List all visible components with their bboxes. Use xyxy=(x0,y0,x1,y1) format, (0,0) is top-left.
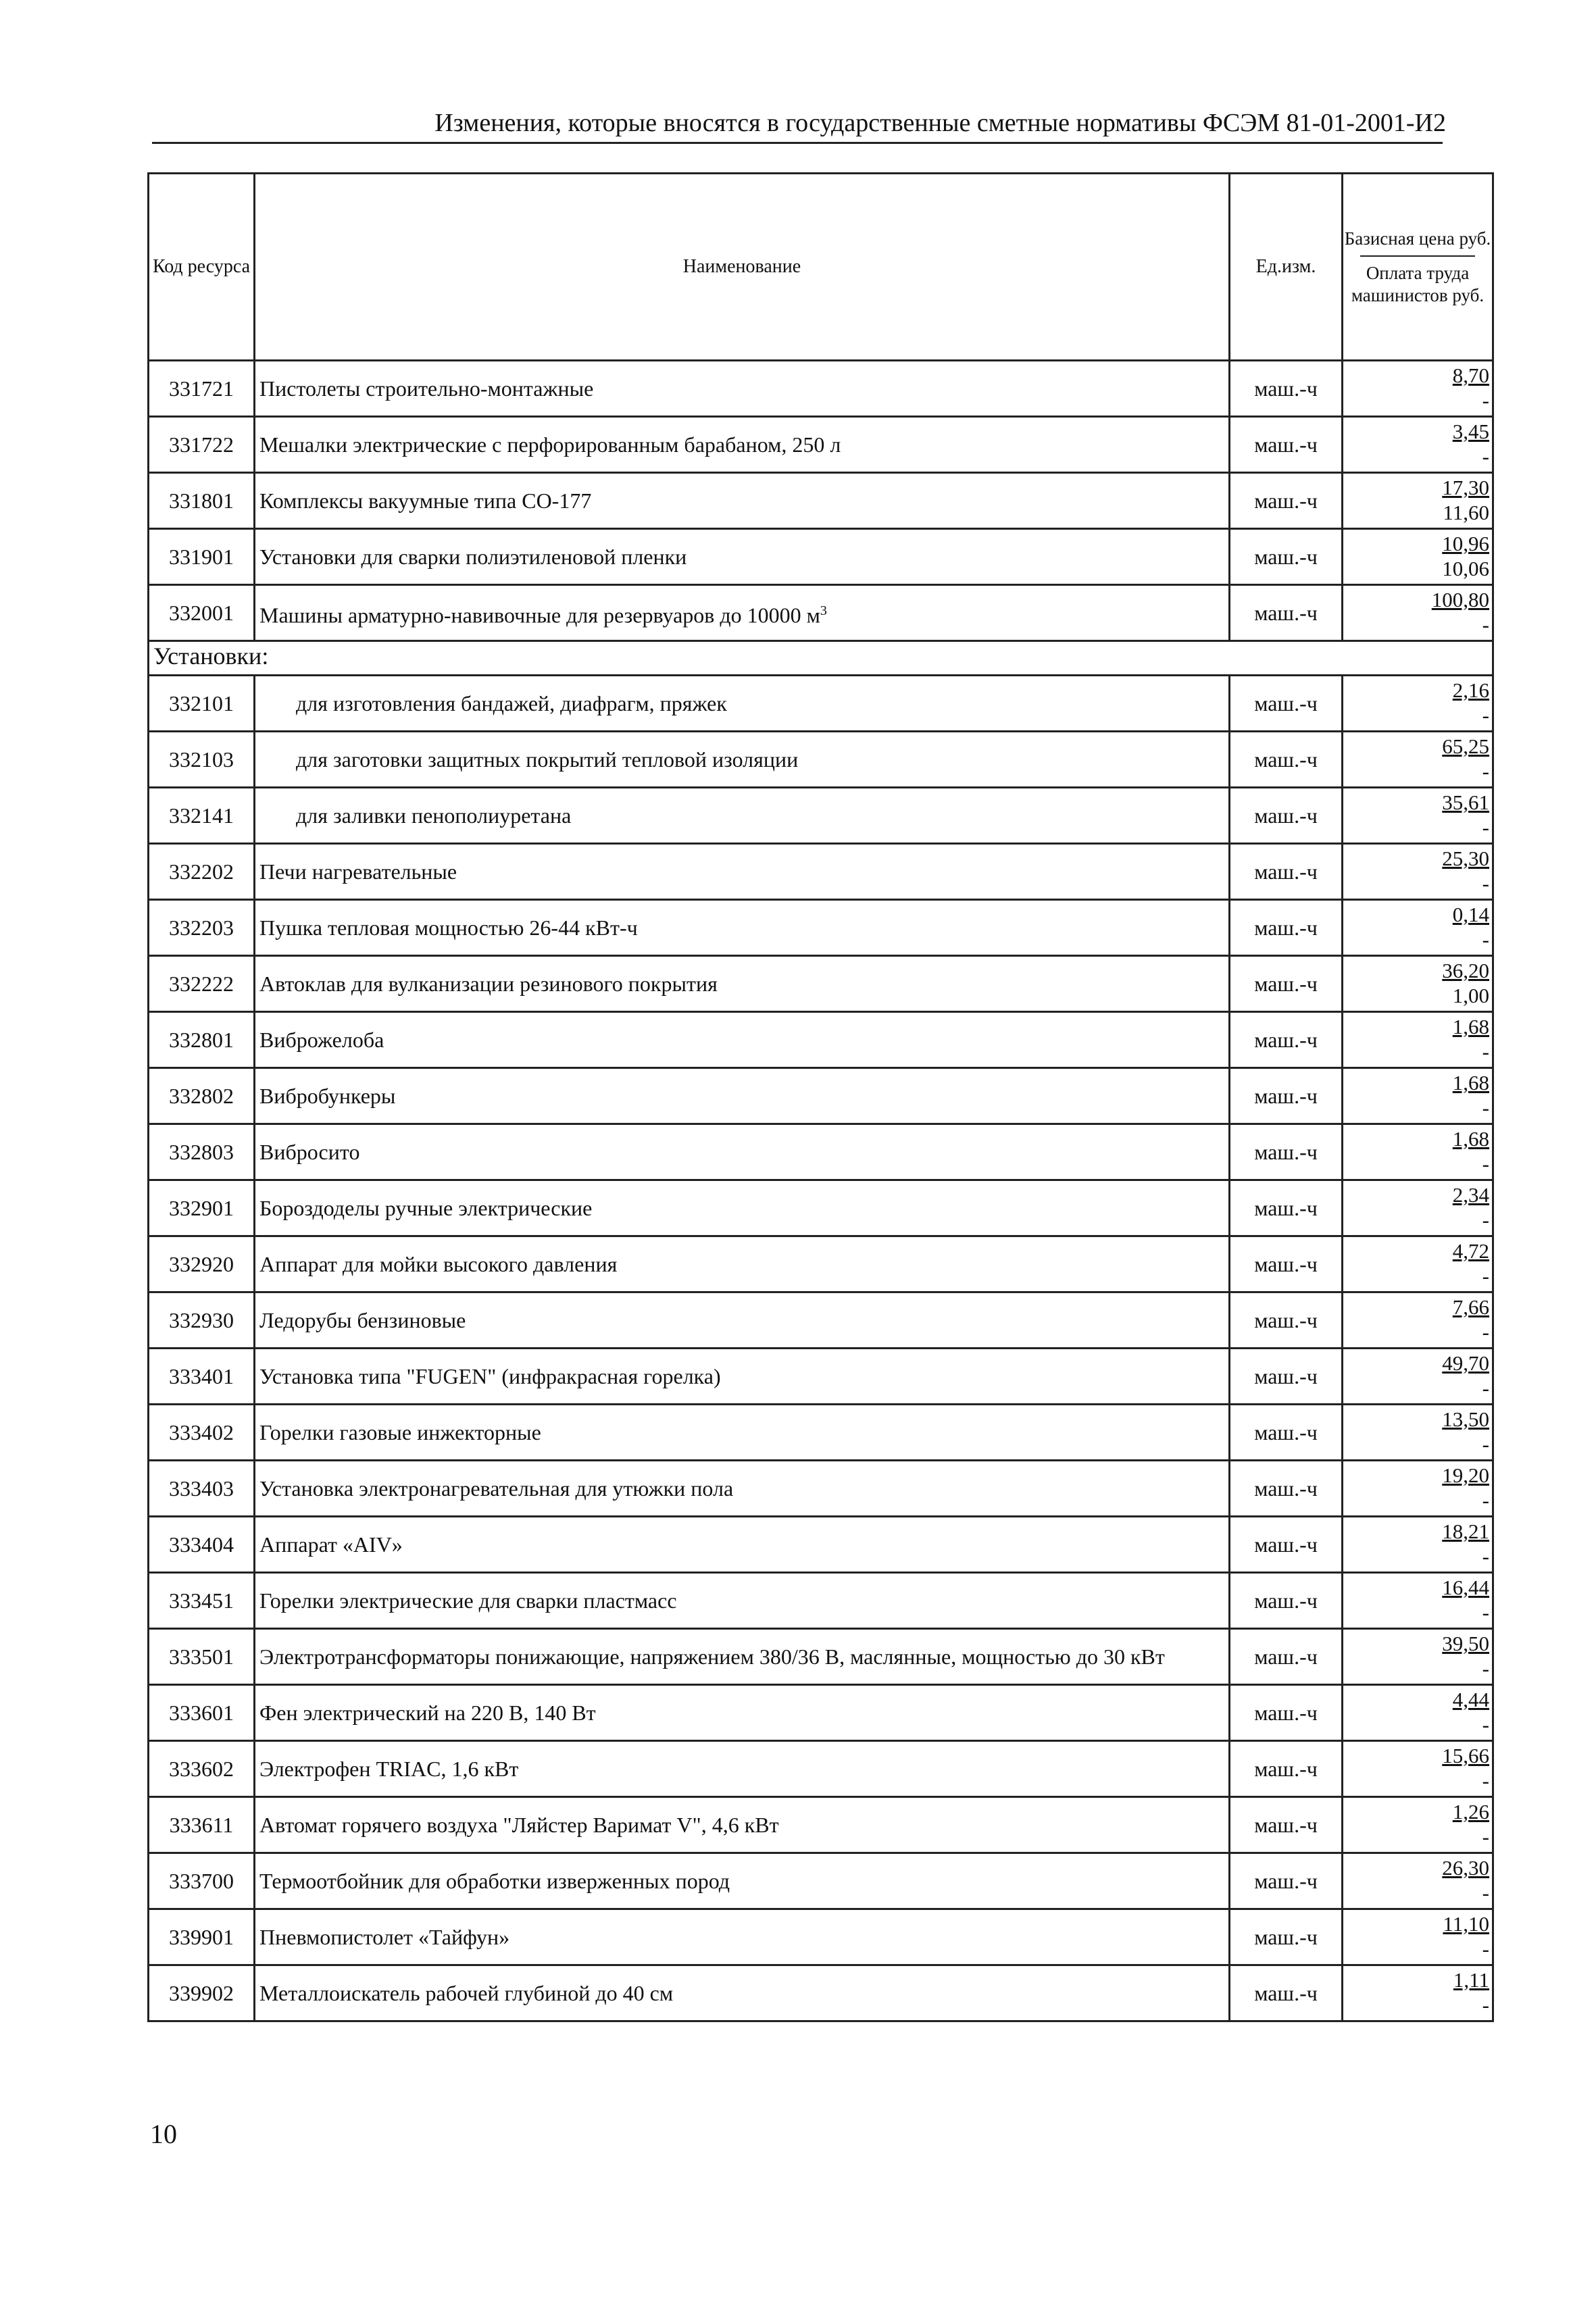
operator-labor-cost: - xyxy=(1482,1601,1489,1624)
resource-name xyxy=(255,1461,1230,1517)
resource-unit: маш.-ч xyxy=(1230,473,1343,529)
resource-name xyxy=(255,1180,1230,1236)
table-row xyxy=(149,1629,1493,1685)
resource-code: 333501 xyxy=(149,1629,255,1685)
resource-name-text: Горелки газовые инжекторные xyxy=(259,1420,541,1444)
resource-price-cell xyxy=(1343,1349,1493,1405)
resource-name-text: Установка электронагревательная для утюжки пола xyxy=(259,1476,734,1501)
resource-name xyxy=(255,788,1230,844)
operator-labor-cost: - xyxy=(1482,1264,1489,1288)
resource-name-text: Установки для сварки полиэтиленовой пленки xyxy=(259,545,687,569)
base-price: 26,30 xyxy=(1442,1856,1489,1880)
resource-name xyxy=(255,473,1230,529)
resource-code: 333601 xyxy=(149,1685,255,1741)
column-header-price xyxy=(1343,174,1493,361)
base-price: 2,16 xyxy=(1452,678,1489,702)
resource-unit: маш.-ч xyxy=(1230,1349,1343,1405)
resource-name-text: Печи нагревательные xyxy=(259,859,457,884)
table-row xyxy=(149,1349,1493,1405)
page-number: 10 xyxy=(150,2119,177,2149)
base-price: 1,68 xyxy=(1452,1127,1489,1151)
resource-unit: маш.-ч xyxy=(1230,1573,1343,1629)
table-row xyxy=(149,1517,1493,1573)
resource-name-text: для заготовки защитных покрытий тепловой изоляции xyxy=(296,747,799,772)
resource-unit: маш.-ч xyxy=(1230,1236,1343,1292)
resource-price-cell xyxy=(1343,473,1493,529)
resource-name-text: для изготовления бандажей, диафрагм, пряжек xyxy=(296,691,727,715)
base-price: 19,20 xyxy=(1442,1463,1489,1487)
resource-name xyxy=(255,1965,1230,2021)
operator-labor-cost: - xyxy=(1482,1320,1489,1344)
column-header-code: Код ресурса xyxy=(149,174,255,361)
resource-price-cell xyxy=(1343,844,1493,900)
resource-name-text: Электрофен TRIAC, 1,6 кВт xyxy=(259,1757,519,1781)
table-row xyxy=(149,1965,1493,2021)
resource-name xyxy=(255,1012,1230,1068)
resource-code: 332103 xyxy=(149,732,255,788)
operator-labor-cost: - xyxy=(1482,445,1489,468)
resource-name-text: Комплексы вакуумные типа СО-177 xyxy=(259,488,592,513)
base-price: 1,68 xyxy=(1452,1071,1489,1095)
operator-labor-cost: 11,60 xyxy=(1443,501,1489,524)
resource-name xyxy=(255,1853,1230,1909)
operator-labor-cost: - xyxy=(1482,759,1489,783)
base-price: 49,70 xyxy=(1442,1351,1489,1375)
table-row xyxy=(149,529,1493,585)
resource-price-cell xyxy=(1343,1909,1493,1965)
resource-name-text: Аппарат для мойки высокого давления xyxy=(259,1252,618,1276)
resource-unit: маш.-ч xyxy=(1230,844,1343,900)
resource-unit: маш.-ч xyxy=(1230,1124,1343,1180)
resource-price-cell xyxy=(1343,1405,1493,1461)
table-row xyxy=(149,1461,1493,1517)
column-header-unit: Ед.изм. xyxy=(1230,174,1343,361)
resource-price-cell xyxy=(1343,1853,1493,1909)
base-price: 18,21 xyxy=(1442,1519,1489,1543)
resource-unit: маш.-ч xyxy=(1230,1797,1343,1853)
operator-labor-cost: - xyxy=(1482,388,1489,412)
operator-labor-cost: - xyxy=(1482,1376,1489,1400)
table-row xyxy=(149,1853,1493,1909)
base-price: 65,25 xyxy=(1442,734,1489,758)
operator-labor-cost: - xyxy=(1482,1825,1489,1848)
resource-code: 332801 xyxy=(149,1012,255,1068)
operator-labor-cost: - xyxy=(1482,1937,1489,1961)
resource-name xyxy=(255,844,1230,900)
base-price: 1,26 xyxy=(1452,1800,1489,1823)
table-row xyxy=(149,1292,1493,1349)
resource-name-text: Пневмопистолет «Тайфун» xyxy=(259,1925,510,1949)
resource-unit: маш.-ч xyxy=(1230,1012,1343,1068)
operator-labor-cost: - xyxy=(1482,1657,1489,1680)
resource-name xyxy=(255,1629,1230,1685)
operator-labor-cost: - xyxy=(1482,1769,1489,1792)
resource-unit: маш.-ч xyxy=(1230,1909,1343,1965)
resource-name-text: Электротрансформаторы понижающие, напряжением 380/36 В, маслянные, мощностью до 30 кВт xyxy=(259,1644,1165,1669)
table-row xyxy=(149,900,1493,956)
operator-labor-cost: - xyxy=(1482,1208,1489,1232)
base-price: 100,80 xyxy=(1431,588,1489,611)
resource-price-cell xyxy=(1343,788,1493,844)
operator-labor-cost: - xyxy=(1482,613,1489,636)
resource-unit: маш.-ч xyxy=(1230,361,1343,417)
base-price: 36,20 xyxy=(1442,959,1489,982)
base-price: 13,50 xyxy=(1442,1407,1489,1431)
table-row xyxy=(149,417,1493,473)
resource-name-text: Горелки электрические для сварки пластмасс xyxy=(259,1588,677,1613)
column-header-name: Наименование xyxy=(255,174,1230,361)
resource-name-text: Металлоискатель рабочей глубиной до 40 см xyxy=(259,1981,674,2005)
resource-name-text: Установка типа "FUGEN" (инфракрасная горелка) xyxy=(259,1364,721,1388)
resource-code: 332920 xyxy=(149,1236,255,1292)
resource-code: 332802 xyxy=(149,1068,255,1124)
operator-labor-cost: - xyxy=(1482,1152,1489,1176)
resource-name xyxy=(255,1349,1230,1405)
column-header-price-top: Базисная цена руб. xyxy=(1344,228,1491,249)
resource-code: 333402 xyxy=(149,1405,255,1461)
base-price: 35,61 xyxy=(1442,790,1489,814)
resource-code: 331901 xyxy=(149,529,255,585)
table-row xyxy=(149,1909,1493,1965)
resource-code: 332901 xyxy=(149,1180,255,1236)
resource-name-text: для заливки пенополиуретана xyxy=(296,803,572,828)
table-row xyxy=(149,844,1493,900)
resource-name xyxy=(255,417,1230,473)
resource-code: 331801 xyxy=(149,473,255,529)
resource-name-text: Пистолеты строительно-монтажные xyxy=(259,376,594,401)
resource-unit: маш.-ч xyxy=(1230,1405,1343,1461)
resource-code: 333451 xyxy=(149,1573,255,1629)
resource-name xyxy=(255,956,1230,1012)
table-row xyxy=(149,585,1493,641)
resource-unit: маш.-ч xyxy=(1230,1685,1343,1741)
resource-name-text: Пушка тепловая мощностью 26-44 кВт-ч xyxy=(259,915,638,940)
resource-name xyxy=(255,1685,1230,1741)
resource-table xyxy=(147,172,1494,2022)
resource-price-cell xyxy=(1343,676,1493,732)
operator-labor-cost: - xyxy=(1482,1881,1489,1905)
column-header-divider xyxy=(1360,255,1475,257)
resource-name xyxy=(255,676,1230,732)
table-row xyxy=(149,1124,1493,1180)
resource-name xyxy=(255,1517,1230,1573)
base-price: 4,44 xyxy=(1452,1688,1489,1711)
base-price: 11,10 xyxy=(1443,1912,1489,1936)
operator-labor-cost: - xyxy=(1482,928,1489,951)
resource-price-cell xyxy=(1343,1012,1493,1068)
resource-price-cell xyxy=(1343,956,1493,1012)
table-row xyxy=(149,1405,1493,1461)
resource-code: 333611 xyxy=(149,1797,255,1853)
resource-price-cell xyxy=(1343,1517,1493,1573)
table-row xyxy=(149,732,1493,788)
resource-code: 333404 xyxy=(149,1517,255,1573)
resource-unit: маш.-ч xyxy=(1230,529,1343,585)
resource-code: 332001 xyxy=(149,585,255,641)
resource-price-cell xyxy=(1343,1573,1493,1629)
resource-unit: маш.-ч xyxy=(1230,585,1343,641)
resource-unit: маш.-ч xyxy=(1230,900,1343,956)
resource-name-text: Машины арматурно-навивочные для резервуаров до 10000 м xyxy=(259,603,820,628)
resource-price-cell xyxy=(1343,1292,1493,1349)
resource-price-cell xyxy=(1343,1461,1493,1517)
resource-price-cell xyxy=(1343,732,1493,788)
resource-name xyxy=(255,529,1230,585)
resource-price-cell xyxy=(1343,1685,1493,1741)
resource-code: 332803 xyxy=(149,1124,255,1180)
resource-name xyxy=(255,585,1230,641)
base-price: 0,14 xyxy=(1452,903,1489,926)
resource-name-text: Виброжелоба xyxy=(259,1028,384,1052)
operator-labor-cost: 1,00 xyxy=(1452,984,1489,1007)
table-row xyxy=(149,1068,1493,1124)
base-price: 4,72 xyxy=(1452,1239,1489,1263)
resource-code: 332222 xyxy=(149,956,255,1012)
resource-name-text: Вибробункеры xyxy=(259,1084,396,1108)
group-label: Установки: xyxy=(149,641,1493,676)
table-row xyxy=(149,1180,1493,1236)
table-row xyxy=(149,956,1493,1012)
resource-price-cell xyxy=(1343,900,1493,956)
resource-name-text: Автомат горячего воздуха "Ляйстер Варимат V", 4,6 кВт xyxy=(259,1813,779,1837)
table-row xyxy=(149,473,1493,529)
resource-unit: маш.-ч xyxy=(1230,1292,1343,1349)
header-rule xyxy=(152,142,1443,144)
resource-price-cell xyxy=(1343,1236,1493,1292)
resource-unit: маш.-ч xyxy=(1230,1629,1343,1685)
base-price: 39,50 xyxy=(1442,1632,1489,1655)
resource-code: 333403 xyxy=(149,1461,255,1517)
base-price: 17,30 xyxy=(1442,476,1489,499)
resource-price-cell xyxy=(1343,1797,1493,1853)
resource-unit: маш.-ч xyxy=(1230,1853,1343,1909)
resource-price-cell xyxy=(1343,1965,1493,2021)
resource-name xyxy=(255,1068,1230,1124)
table-row xyxy=(149,676,1493,732)
table-row xyxy=(149,788,1493,844)
resource-price-cell xyxy=(1343,1741,1493,1797)
resource-unit: маш.-ч xyxy=(1230,732,1343,788)
table-body-group xyxy=(149,676,1493,2021)
resource-unit: маш.-ч xyxy=(1230,417,1343,473)
resource-name-text: Мешалки электрические с перфорированным барабаном, 250 л xyxy=(259,432,841,457)
resource-name xyxy=(255,1909,1230,1965)
base-price: 10,96 xyxy=(1442,532,1489,555)
resource-unit: маш.-ч xyxy=(1230,1461,1343,1517)
resource-unit: маш.-ч xyxy=(1230,1965,1343,2021)
resource-price-cell xyxy=(1343,529,1493,585)
resource-code: 339901 xyxy=(149,1909,255,1965)
operator-labor-cost: - xyxy=(1482,1544,1489,1568)
resource-code: 333401 xyxy=(149,1349,255,1405)
resource-code: 332202 xyxy=(149,844,255,900)
operator-labor-cost: - xyxy=(1482,872,1489,895)
resource-name xyxy=(255,1292,1230,1349)
resource-name xyxy=(255,361,1230,417)
resource-price-cell xyxy=(1343,1124,1493,1180)
resource-name xyxy=(255,1741,1230,1797)
base-price: 8,70 xyxy=(1452,363,1489,387)
resource-name-text: Аппарат «AIV» xyxy=(259,1532,403,1557)
resource-unit: маш.-ч xyxy=(1230,1741,1343,1797)
resource-price-cell xyxy=(1343,361,1493,417)
operator-labor-cost: 10,06 xyxy=(1442,557,1489,580)
table-row xyxy=(149,361,1493,417)
resource-unit: маш.-ч xyxy=(1230,1068,1343,1124)
operator-labor-cost: - xyxy=(1482,1040,1489,1063)
operator-labor-cost: - xyxy=(1482,815,1489,839)
resource-name-text: Бороздоделы ручные электрические xyxy=(259,1196,593,1220)
resource-code: 331721 xyxy=(149,361,255,417)
resource-name-text: Автоклав для вулканизации резинового покрытия xyxy=(259,972,718,996)
base-price: 25,30 xyxy=(1442,847,1489,870)
resource-unit: маш.-ч xyxy=(1230,788,1343,844)
resource-name-text: Термоотбойник для обработки изверженных пород xyxy=(259,1869,730,1893)
table-row xyxy=(149,1236,1493,1292)
resource-unit: маш.-ч xyxy=(1230,676,1343,732)
resource-code: 332930 xyxy=(149,1292,255,1349)
resource-name xyxy=(255,1573,1230,1629)
base-price: 1,68 xyxy=(1452,1015,1489,1038)
base-price: 7,66 xyxy=(1452,1295,1489,1319)
resource-code: 339902 xyxy=(149,1965,255,2021)
resource-price-cell xyxy=(1343,585,1493,641)
resource-name-text: Ледорубы бензиновые xyxy=(259,1308,466,1332)
base-price: 1,11 xyxy=(1453,1968,1489,1992)
resource-name xyxy=(255,1405,1230,1461)
operator-labor-cost: - xyxy=(1482,1993,1489,2017)
base-price: 3,45 xyxy=(1452,420,1489,443)
table-group xyxy=(149,641,1493,676)
resource-price-cell xyxy=(1343,1629,1493,1685)
operator-labor-cost: - xyxy=(1482,703,1489,727)
unit-superscript: 3 xyxy=(820,603,827,618)
operator-labor-cost: - xyxy=(1482,1488,1489,1512)
resource-unit: маш.-ч xyxy=(1230,956,1343,1012)
resource-code: 332101 xyxy=(149,676,255,732)
base-price: 15,66 xyxy=(1442,1744,1489,1767)
resource-code: 333700 xyxy=(149,1853,255,1909)
base-price: 2,34 xyxy=(1452,1183,1489,1207)
page-header: Изменения, которые вносятся в государственные сметные нормативы ФСЭМ 81-01-2001-И2 xyxy=(434,109,1446,137)
operator-labor-cost: - xyxy=(1482,1432,1489,1456)
table-body-main xyxy=(149,361,1493,641)
operator-labor-cost: - xyxy=(1482,1096,1489,1120)
table-row xyxy=(149,1012,1493,1068)
table-row xyxy=(149,1573,1493,1629)
column-header-price-bottom: Оплата труда машинистов руб. xyxy=(1351,262,1485,305)
base-price: 16,44 xyxy=(1442,1576,1489,1599)
resource-code: 331722 xyxy=(149,417,255,473)
resource-name xyxy=(255,1797,1230,1853)
resource-unit: маш.-ч xyxy=(1230,1517,1343,1573)
resource-name xyxy=(255,900,1230,956)
table-row xyxy=(149,1741,1493,1797)
table-row xyxy=(149,1797,1493,1853)
resource-name-text: Фен электрический на 220 В, 140 Вт xyxy=(259,1701,596,1725)
resource-name-text: Вибросито xyxy=(259,1140,360,1164)
resource-code: 332203 xyxy=(149,900,255,956)
resource-code: 332141 xyxy=(149,788,255,844)
resource-price-cell xyxy=(1343,1180,1493,1236)
resource-name xyxy=(255,732,1230,788)
operator-labor-cost: - xyxy=(1482,1713,1489,1736)
table-row xyxy=(149,1685,1493,1741)
resource-name xyxy=(255,1236,1230,1292)
resource-code: 333602 xyxy=(149,1741,255,1797)
resource-price-cell xyxy=(1343,1068,1493,1124)
resource-name xyxy=(255,1124,1230,1180)
resource-unit: маш.-ч xyxy=(1230,1180,1343,1236)
resource-price-cell xyxy=(1343,417,1493,473)
